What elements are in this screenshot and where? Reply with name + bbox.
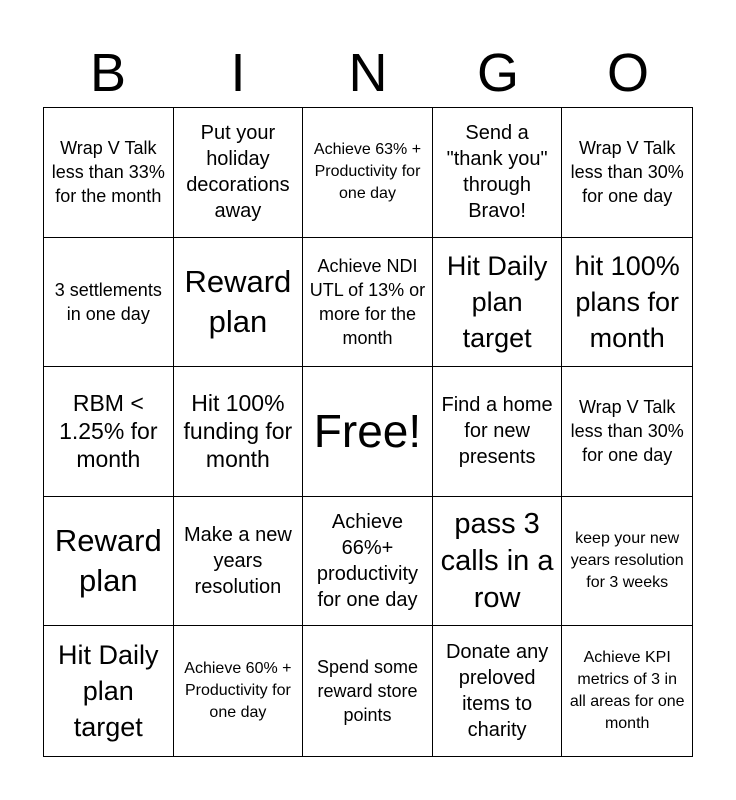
bingo-cell[interactable] (174, 497, 304, 627)
bingo-cell[interactable] (303, 497, 433, 627)
bingo-cell-text: 3 settlements in one day (54, 279, 162, 324)
bingo-cell[interactable] (562, 108, 692, 238)
bingo-cell[interactable] (44, 238, 174, 368)
bingo-cell-text: Spend some reward store points (316, 657, 419, 726)
bingo-cell[interactable] (303, 108, 433, 238)
bingo-cell-text: Free! (313, 405, 422, 458)
bingo-cell[interactable] (174, 367, 304, 497)
bingo-cell-text: Hit 100% funding for month (183, 390, 293, 473)
bingo-cell-text: Make a new years resolution (183, 524, 292, 599)
bingo-cell[interactable] (303, 626, 433, 756)
bingo-free-cell[interactable] (303, 367, 433, 497)
bingo-cell-text: RBM < 1.25% for month (59, 390, 158, 473)
bingo-cell[interactable] (433, 626, 563, 756)
bingo-cell[interactable] (44, 626, 174, 756)
bingo-cell[interactable] (174, 108, 304, 238)
bingo-board (43, 107, 693, 757)
bingo-cell[interactable] (433, 238, 563, 368)
bingo-cell-text: Find a home for new presents (441, 394, 553, 469)
bingo-cell-text: Put your holiday decorations away (186, 122, 290, 223)
bingo-cell-text: Send a "thank you" through Bravo! (446, 122, 548, 223)
header-letter-b: B (89, 43, 127, 103)
bingo-cell[interactable] (562, 626, 692, 756)
bingo-cell-text: Hit Daily plan target (58, 640, 159, 743)
bingo-cell-text: Achieve KPI metrics of 3 in all areas for one month (569, 649, 685, 733)
bingo-cell[interactable] (562, 238, 692, 368)
bingo-cell-text: Hit Daily plan target (446, 250, 548, 353)
bingo-cell-text: Wrap V Talk less than 33% for the month (51, 138, 165, 207)
bingo-cell-text: Achieve 63% + Productivity for one day (313, 141, 422, 203)
bingo-cell-text: Achieve 66%+ productivity for one day (316, 511, 419, 612)
bingo-cell-text: Wrap V Talk less than 30% for one day (570, 397, 684, 466)
bingo-cell[interactable] (44, 108, 174, 238)
header-letter-i: I (230, 43, 246, 103)
bingo-cell[interactable] (562, 367, 692, 497)
bingo-cell-text: Reward plan (184, 263, 292, 339)
bingo-cell[interactable] (174, 626, 304, 756)
bingo-cell[interactable] (433, 367, 563, 497)
bingo-cell-text: hit 100% plans for month (574, 250, 680, 353)
bingo-header (43, 38, 693, 108)
header-letter-g: G (476, 43, 519, 103)
bingo-cell[interactable] (433, 497, 563, 627)
bingo-cell-text: Reward plan (54, 523, 162, 599)
bingo-cell-text: pass 3 calls in a row (440, 507, 554, 614)
header-letter-o: O (606, 43, 649, 103)
bingo-cell-text: Achieve 60% + Productivity for one day (184, 660, 292, 722)
bingo-cell[interactable] (433, 108, 563, 238)
header-letter-n: N (348, 43, 388, 103)
bingo-cell[interactable] (562, 497, 692, 627)
bingo-cell[interactable] (303, 238, 433, 368)
bingo-cell[interactable] (44, 497, 174, 627)
bingo-cell[interactable] (44, 367, 174, 497)
bingo-cell-text: Wrap V Talk less than 30% for one day (570, 138, 684, 207)
bingo-cell[interactable] (174, 238, 304, 368)
bingo-cell-text: Donate any preloved items to charity (445, 641, 549, 742)
bingo-cell-text: Achieve NDI UTL of 13% or more for the month (309, 255, 426, 348)
bingo-cell-text: keep your new years resolution for 3 weeks (570, 530, 684, 592)
